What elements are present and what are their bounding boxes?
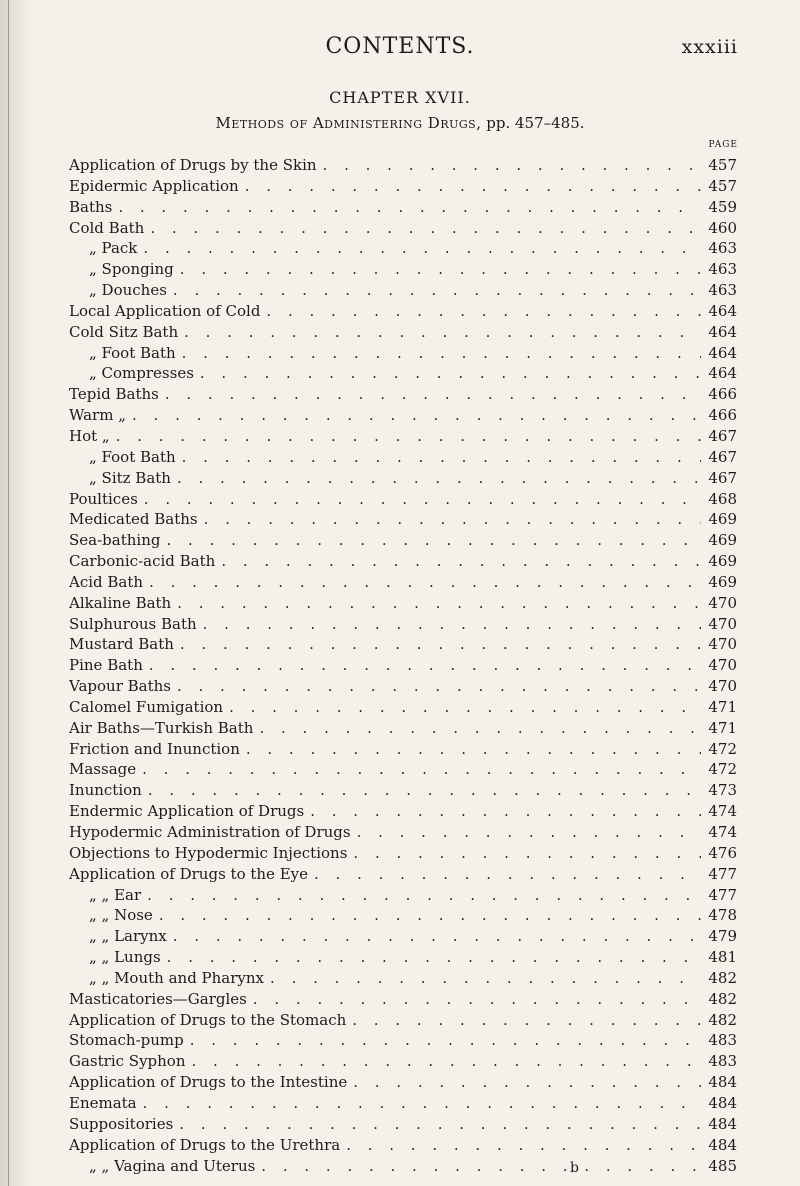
toc-leader-dots [261, 1156, 701, 1177]
toc-entry [69, 176, 737, 197]
toc-entry [69, 218, 737, 239]
toc-entry-label: Application of Drugs by the Skin [69, 156, 317, 174]
toc-entry-label: Application of Drugs to the Eye [69, 864, 308, 883]
toc-entry-label: Application of Drugs to the Stomach [69, 1010, 347, 1029]
chapter-subtitle [0, 114, 800, 132]
toc-leader-dots [173, 280, 701, 301]
toc-entry [69, 614, 737, 635]
toc-entry [69, 322, 737, 343]
toc-entry-page: 467 [708, 426, 737, 445]
toc-entry [69, 1156, 737, 1177]
toc-entry-page: 483 [708, 1031, 737, 1050]
toc-entry-label: Alkaline Bath [69, 593, 172, 612]
toc-entry-page: 467 [708, 468, 737, 487]
toc-entry [69, 530, 737, 551]
toc-entry-label: Vapour Baths [69, 677, 171, 696]
toc-leader-dots [118, 197, 701, 218]
toc-entry-page: 457 [708, 156, 737, 174]
toc-entry-label: Warm „ [69, 406, 126, 425]
toc-entry [69, 1114, 737, 1135]
spine-edge-line [8, 0, 9, 1186]
toc-entry [69, 676, 737, 697]
toc-entry-page: 463 [708, 260, 737, 279]
toc-entry-page: 466 [708, 385, 737, 404]
toc-leader-dots [204, 509, 701, 530]
toc-entry-label: Medicated Baths [69, 510, 198, 529]
toc-entry-page: 457 [708, 176, 737, 195]
toc-leader-dots [184, 322, 701, 343]
toc-leader-dots [167, 947, 701, 968]
toc-entry-label: Acid Bath [69, 572, 144, 591]
toc-entry [69, 947, 737, 968]
toc-entry-page: 469 [708, 552, 737, 571]
toc-entry-page: 484 [708, 1093, 737, 1112]
toc-entry [69, 197, 737, 218]
toc-leader-dots [192, 1051, 702, 1072]
toc-entry-page: 476 [708, 843, 737, 862]
toc-entry-label: Hot „ [69, 426, 110, 445]
toc-entry-page: 472 [708, 739, 737, 758]
toc-entry-page: 482 [708, 989, 737, 1008]
toc-entry [69, 739, 737, 760]
toc-entry-page: 469 [708, 572, 737, 591]
toc-leader-dots [200, 363, 701, 384]
running-head-title: CONTENTS. [325, 34, 475, 59]
toc-entry-label: „ „ Larynx [89, 927, 167, 946]
toc-entry [69, 363, 737, 384]
toc-entry-page: 485 [708, 1156, 737, 1175]
toc-entry-label: „ Sponging [89, 260, 174, 279]
toc-entry [69, 1135, 737, 1156]
toc-entry-page: 474 [708, 823, 737, 841]
toc-entry-page: 469 [708, 510, 737, 529]
toc-entry-page: 471 [708, 697, 737, 716]
toc-leader-dots [245, 176, 701, 197]
toc-entry [69, 1072, 737, 1093]
toc-leader-dots [177, 468, 701, 489]
toc-entry [69, 634, 737, 655]
toc-entry-page: 481 [708, 948, 737, 967]
toc-entry-label: Epidermic Application [69, 176, 239, 195]
toc-entry [69, 572, 737, 593]
toc-entry-page: 482 [708, 968, 737, 987]
toc-entry-label: „ „ Vagina and Uterus [89, 1156, 256, 1175]
toc-leader-dots [323, 155, 701, 176]
toc-entry-label: „ Douches [89, 281, 167, 300]
toc-entry-page: 463 [708, 239, 737, 258]
toc-leader-dots [357, 822, 701, 843]
toc-entry [69, 489, 737, 510]
toc-entry [69, 1093, 737, 1114]
toc-entry-page: 464 [708, 322, 737, 341]
toc-leader-dots [180, 259, 701, 280]
subtitle-text: Methods of Administering Drugs, [215, 114, 482, 132]
toc-entry [69, 780, 737, 801]
toc-entry [69, 1051, 737, 1072]
toc-leader-dots [143, 1093, 701, 1114]
toc-leader-dots [310, 801, 701, 822]
toc-entry [69, 697, 737, 718]
toc-entry-page: 464 [708, 343, 737, 362]
toc-entry [69, 301, 737, 322]
toc-leader-dots [180, 634, 701, 655]
toc-entry-label: Cold Sitz Bath [69, 322, 179, 341]
toc-entry-label: „ Pack [89, 239, 138, 258]
toc-entry [69, 718, 737, 739]
toc-entry-label: Application of Drugs to the Intestine [69, 1073, 348, 1092]
toc-entry-page: 463 [708, 281, 737, 300]
toc-leader-dots [203, 614, 701, 635]
toc-leader-dots [149, 655, 701, 676]
toc-entry-label: Mustard Bath [69, 635, 174, 654]
toc-entry-page: 460 [708, 218, 737, 237]
toc-leader-dots [314, 864, 701, 885]
toc-entry-label: Gastric Syphon [69, 1052, 186, 1071]
toc-entry [69, 822, 737, 843]
toc-entry-label: „ „ Mouth and Pharynx [89, 968, 265, 987]
toc-entry [69, 968, 737, 989]
toc-entry [69, 885, 737, 906]
toc-entry [69, 447, 737, 468]
toc-entry-label: Sea-bathing [69, 531, 161, 550]
toc-entry-label: Calomel Fumigation [69, 697, 224, 716]
toc-entry-page: 474 [708, 802, 737, 821]
toc-leader-dots [177, 593, 701, 614]
toc-leader-dots [177, 676, 701, 697]
toc-entry-label: Air Baths—Turkish Bath [69, 718, 254, 737]
toc-leader-dots [165, 384, 701, 405]
toc-entry [69, 801, 737, 822]
toc-entry-page: 470 [708, 593, 737, 612]
toc-entry [69, 468, 737, 489]
toc-entry-page: 469 [708, 531, 737, 550]
toc-leader-dots [166, 530, 701, 551]
toc-entry-page: 484 [708, 1073, 737, 1092]
page-column-label: PAGE [708, 140, 738, 150]
toc-leader-dots [352, 1010, 701, 1031]
toc-leader-dots [132, 405, 701, 426]
toc-entry-page: 459 [708, 197, 737, 216]
toc-leader-dots [144, 489, 701, 510]
toc-entry-page: 470 [708, 677, 737, 696]
toc-entry-label: Stomach-pump [69, 1031, 184, 1050]
toc-entry [69, 989, 737, 1010]
toc-entry-page: 464 [708, 364, 737, 383]
toc-leader-dots [179, 1114, 701, 1135]
toc-entry [69, 905, 737, 926]
toc-leader-dots [143, 238, 701, 259]
subtitle-pages: pp. 457–485. [486, 114, 585, 132]
toc-entry-page: 470 [708, 635, 737, 654]
toc-entry-page: 477 [708, 885, 737, 904]
toc-entry-page: 484 [708, 1135, 737, 1154]
toc-leader-dots [266, 301, 701, 322]
toc-leader-dots [142, 759, 701, 780]
toc-entry-page: 470 [708, 656, 737, 675]
toc-entry-page: 483 [708, 1052, 737, 1071]
toc-leader-dots [270, 968, 701, 989]
toc-entry [69, 759, 737, 780]
toc-entry [69, 655, 737, 676]
toc-entry [69, 280, 737, 301]
toc-entry [69, 593, 737, 614]
toc-leader-dots [221, 551, 701, 572]
toc-entry-page: 484 [708, 1114, 737, 1133]
toc-entry-label: „ „ Lungs [89, 948, 161, 967]
toc-leader-dots [259, 718, 701, 739]
toc-entry-label: „ „ Nose [89, 906, 153, 925]
toc-leader-dots [159, 905, 701, 926]
toc-leader-dots [346, 1135, 701, 1156]
signature-mark: b [570, 1160, 579, 1176]
book-spine-shadow [0, 0, 34, 1186]
toc-entry [69, 1010, 737, 1031]
toc-entry-page: 466 [708, 406, 737, 425]
toc-leader-dots [147, 885, 701, 906]
toc-leader-dots [149, 572, 701, 593]
toc-entry-label: Hypodermic Administration of Drugs [69, 823, 351, 841]
toc-entry-label: Local Application of Cold [69, 301, 261, 320]
toc-entry-label: Objections to Hypodermic Injections [69, 843, 348, 862]
toc-leader-dots [116, 426, 701, 447]
toc-leader-dots [182, 343, 701, 364]
toc-leader-dots [246, 739, 701, 760]
toc-leader-dots [148, 780, 701, 801]
toc-entry [69, 551, 737, 572]
toc-entry-label: Enemata [69, 1093, 137, 1112]
toc-entry-page: 464 [708, 301, 737, 320]
toc-entry-page: 471 [708, 718, 737, 737]
running-head-page-number: xxxiii [681, 36, 738, 58]
toc-entry-label: Inunction [69, 781, 142, 800]
toc-entry-label: „ Foot Bath [89, 447, 176, 466]
toc-leader-dots [182, 447, 701, 468]
toc-entry-page: 467 [708, 447, 737, 466]
toc-entry-label: Application of Drugs to the Urethra [69, 1135, 341, 1154]
toc-leader-dots [173, 926, 701, 947]
toc-entry-label: „ Compresses [89, 364, 194, 383]
toc-entry-page: 470 [708, 614, 737, 633]
toc-entry-label: Friction and Inunction [69, 739, 240, 758]
toc-entry [69, 426, 737, 447]
toc-entry-label: Sulphurous Bath [69, 614, 197, 633]
toc-entry-page: 477 [708, 864, 737, 883]
running-head [0, 34, 800, 64]
toc-entry [69, 864, 737, 885]
toc-entry-page: 482 [708, 1010, 737, 1029]
toc-entry-label: Baths [69, 197, 113, 216]
toc-entry [69, 343, 737, 364]
toc-entry-page: 472 [708, 760, 737, 779]
toc-entry-page: 479 [708, 927, 737, 946]
toc-entry-label: Masticatories—Gargles [69, 989, 247, 1008]
toc-entry-label: Poultices [69, 489, 138, 508]
toc-entry-label: Massage [69, 760, 137, 779]
toc-entry-label: „ „ Ear [89, 885, 142, 904]
toc-leader-dots [229, 697, 701, 718]
toc-leader-dots [190, 1030, 701, 1051]
toc-entry-page: 478 [708, 906, 737, 925]
toc-leader-dots [353, 843, 701, 864]
toc-leader-dots [150, 218, 701, 239]
toc-entry [69, 843, 737, 864]
toc-entry [69, 238, 737, 259]
toc-leader-dots [253, 989, 701, 1010]
toc-entry-page: 473 [708, 781, 737, 800]
toc-entry [69, 405, 737, 426]
toc-entry-label: Endermic Application of Drugs [69, 802, 305, 821]
toc-entry [69, 155, 737, 176]
chapter-title: CHAPTER XVII. [329, 88, 471, 107]
table-of-contents [69, 155, 737, 1176]
toc-entry [69, 384, 737, 405]
toc-entry [69, 509, 737, 530]
toc-entry-label: „ Foot Bath [89, 343, 176, 362]
toc-entry [69, 1030, 737, 1051]
toc-entry-label: Carbonic-acid Bath [69, 552, 216, 571]
toc-entry [69, 926, 737, 947]
toc-entry-page: 468 [708, 489, 737, 508]
toc-entry-label: Suppositories [69, 1114, 174, 1133]
toc-leader-dots [353, 1072, 701, 1093]
toc-entry-label: „ Sitz Bath [89, 468, 171, 487]
toc-entry-label: Pine Bath [69, 656, 143, 675]
toc-entry [69, 259, 737, 280]
toc-entry-label: Cold Bath [69, 218, 145, 237]
toc-entry-label: Tepid Baths [69, 385, 159, 404]
